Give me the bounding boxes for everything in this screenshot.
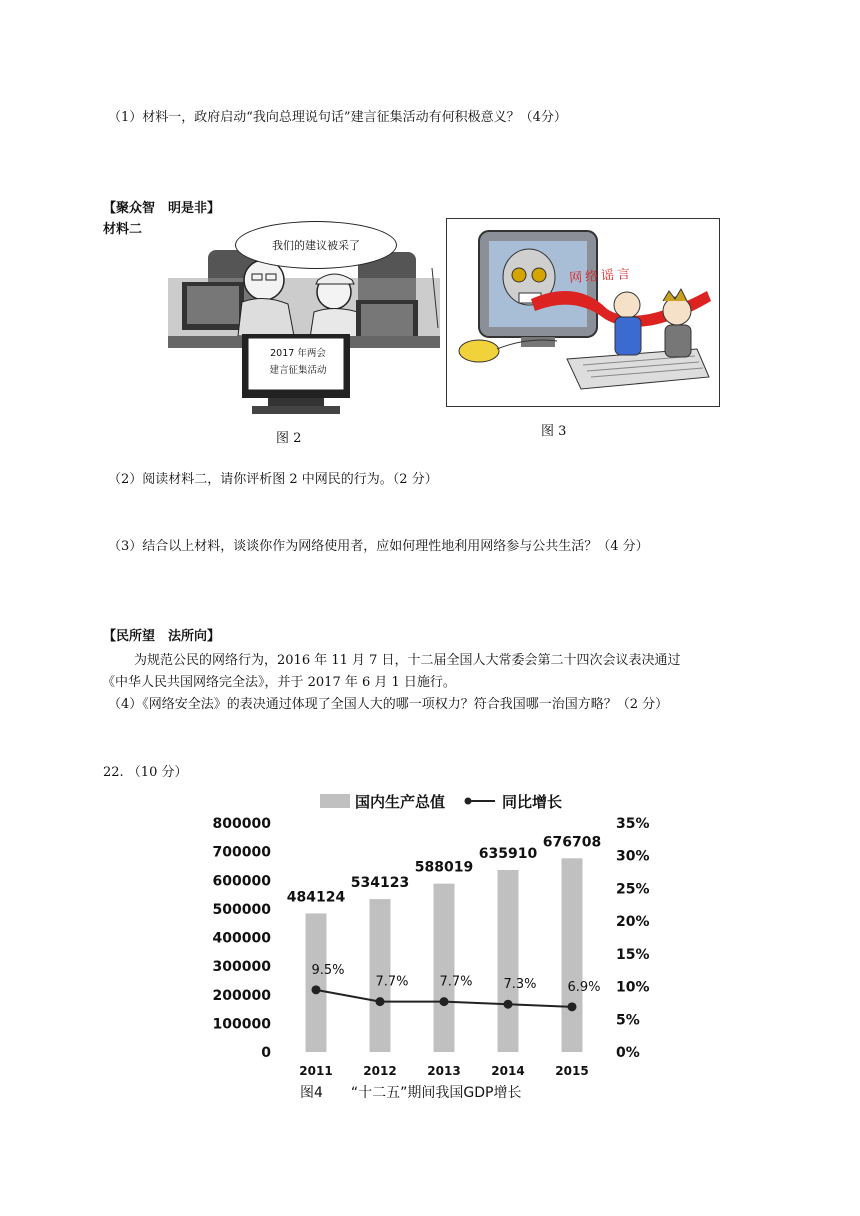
y-right-tick-label: 10% [616,979,650,996]
person-2-head [663,297,691,325]
y-left-tick-label: 400000 [212,930,271,947]
paragraph-line-2: 《中华人民共国网络完全法》，并于 2017 年 6 月 1 日施行。 [102,675,456,690]
gdp-bar-label: 534123 [350,875,410,892]
gdp-bar-label: 484124 [286,889,346,906]
figure-2-caption: 图 2 [276,431,302,446]
y-right-tick-label: 15% [616,946,650,963]
gdp-bar [306,913,327,1052]
growth-point [312,985,321,994]
gdp-chart [200,785,660,1105]
legend-label-gdp: 国内生产总值 [355,793,446,811]
y-right-tick-label: 25% [616,881,650,898]
legend-line-marker [465,798,472,805]
y-left-tick-label: 200000 [212,987,271,1004]
rumor-banner-text: 网络谣言 [568,266,634,287]
y-right-tick-label: 5% [616,1012,640,1029]
gdp-bar-label: 588019 [414,859,474,876]
y-left-tick-label: 300000 [212,959,271,976]
gdp-bar [562,858,583,1052]
growth-point [440,997,449,1006]
figure-3-caption: 图 3 [541,424,567,439]
mouse [459,340,499,362]
growth-point-label: 6.9% [567,979,601,995]
y-left-tick-label: 800000 [212,816,271,832]
y-left-tick-label: 500000 [212,901,271,918]
gdp-bar [498,870,519,1052]
gdp-bar-label: 635910 [478,845,538,862]
growth-point-label: 7.3% [503,977,537,993]
material-2-label: 材料二 [103,222,143,237]
speech-bubble-text: 我们的建议被采了 [272,239,360,252]
person-1-body [615,317,641,355]
question-4: （4）《网络安全法》的表决通过体现了全国人大的哪一项权力？符合我国哪一治国方略？（2 分） [108,697,669,712]
paragraph-line-1: 为规范公民的网络行为，2016 年 11 月 7 日，十二届全国人大常委会第二十四次会议表决通过 [134,653,681,668]
speech-bubble [235,221,397,269]
growth-point-label: 7.7% [375,974,409,990]
question-3: （3）结合以上材料，谈谈你作为网络使用者，应如何理性地利用网络参与公共生活？（4 分） [108,539,649,554]
y-left-tick-label: 600000 [212,873,271,890]
y-right-tick-label: 20% [616,914,650,931]
growth-point-label: 9.5% [311,962,345,978]
front-screen-text [250,345,346,379]
screen-line-1: 2017 年两会 [270,348,326,359]
y-right-tick-label: 35% [616,816,650,832]
x-tick-label: 2011 [299,1064,333,1078]
question-1: （1）材料一，政府启动“我向总理说句话”建言征集活动有何积极意义？（4分） [108,110,567,125]
growth-point-label: 7.7% [439,974,473,990]
figure-3-cartoon [446,218,720,407]
person-1-head [614,292,640,318]
person-2-body [665,325,691,357]
gdp-bar-label: 676708 [542,834,602,851]
gdp-bar [434,884,455,1052]
y-left-tick-label: 700000 [212,844,271,861]
y-right-tick-label: 30% [616,848,650,865]
screen-line-2: 建言征集活动 [269,365,327,376]
legend-bar-swatch [320,794,350,808]
growth-point [504,1000,513,1009]
growth-point [568,1002,577,1011]
x-tick-label: 2013 [427,1064,461,1078]
person-left-body [238,298,294,336]
legend-label-growth: 同比增长 [502,793,563,811]
x-tick-label: 2015 [555,1064,589,1078]
growth-point [376,997,385,1006]
y-right-tick-label: 0% [616,1045,640,1061]
x-tick-label: 2012 [363,1064,397,1078]
section-title-2: 【民所望 法所向】 [103,629,221,644]
x-tick-label: 2014 [491,1064,525,1078]
y-left-tick-label: 0 [261,1045,271,1061]
figure-3-drawing [447,219,719,406]
y-left-tick-label: 100000 [212,1016,271,1033]
question-22: 22. （10 分） [103,765,188,780]
section-title-1: 【聚众智 明是非】 [103,201,221,216]
chart-caption: 图4 “十二五”期间我国GDP增长 [300,1085,522,1101]
question-2: （2）阅读材料二，请你评析图 2 中网民的行为。（2 分） [108,472,438,487]
